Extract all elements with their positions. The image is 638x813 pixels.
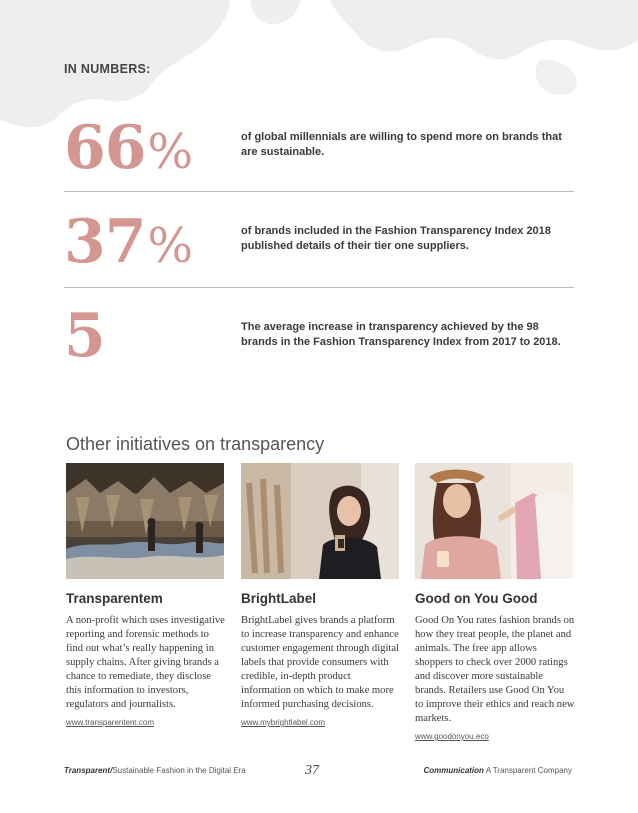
section-label: IN NUMBERS: xyxy=(64,62,151,76)
footer-publication: Transparent/Sustainable Fashion in the Digital Era xyxy=(64,766,246,775)
footer-section: Communication A Transparent Company xyxy=(423,766,572,775)
clothing-rack-photo xyxy=(415,463,573,579)
card-link-transparentem[interactable]: www.transparentem.com xyxy=(66,718,155,727)
divider xyxy=(64,191,574,192)
initiatives-title: Other initiatives on transparency xyxy=(66,434,325,454)
initiative-card-brightlabel xyxy=(241,463,401,730)
divider xyxy=(64,287,574,288)
card-title: BrightLabel xyxy=(241,591,317,606)
stat-number: 5 xyxy=(64,301,105,371)
card-title: Transparentem xyxy=(66,591,163,606)
stat-block xyxy=(64,113,574,188)
card-description: A non-profit which uses investigative reporting and forensic methods to find out what’s really happening in supply chains. After giving brands a chance to remediate, they disclose this information to investors, regulators and journalists. xyxy=(66,615,225,710)
card-description: BrightLabel gives brands a platform to increase transparency and enhance customer engagement through digital labels that provide consumers with credible, in-depth product information on which to make more informed purchasing decisions. xyxy=(241,615,399,710)
stat-block xyxy=(64,207,574,282)
initiative-card-good-on-you xyxy=(415,463,575,744)
stat-text: The average increase in transparency achieved by the 98 brands in the Fashion Transparency Index from 2017 to 2018. xyxy=(241,321,561,348)
stat-number: 66% xyxy=(64,113,193,183)
factory-photo xyxy=(66,463,224,579)
stat-text: of brands included in the Fashion Transparency Index 2018 published details of their tier one suppliers. xyxy=(241,225,551,252)
initiative-card-transparentem xyxy=(66,463,226,730)
card-description: Good On You rates fashion brands on how they treat people, the planet and animals. The free app allows shoppers to check over 2000 ratings and discover more sustainable brands. Retailers use Good On You to improve their ethics and reach new markets. xyxy=(415,615,575,724)
card-link-good-on-you[interactable]: www.goodonyou.eco xyxy=(415,732,489,741)
page-number: 37 xyxy=(305,763,319,778)
stat-block xyxy=(64,301,574,376)
card-title: Good on You Good xyxy=(415,591,538,606)
stat-number: 37% xyxy=(64,207,193,277)
card-link-brightlabel[interactable]: www.mybrightlabel.com xyxy=(241,718,326,727)
stat-text: of global millennials are willing to spend more on brands that are sustainable. xyxy=(241,131,562,158)
page-footer xyxy=(0,763,638,779)
shopper-phone-photo xyxy=(241,463,399,579)
